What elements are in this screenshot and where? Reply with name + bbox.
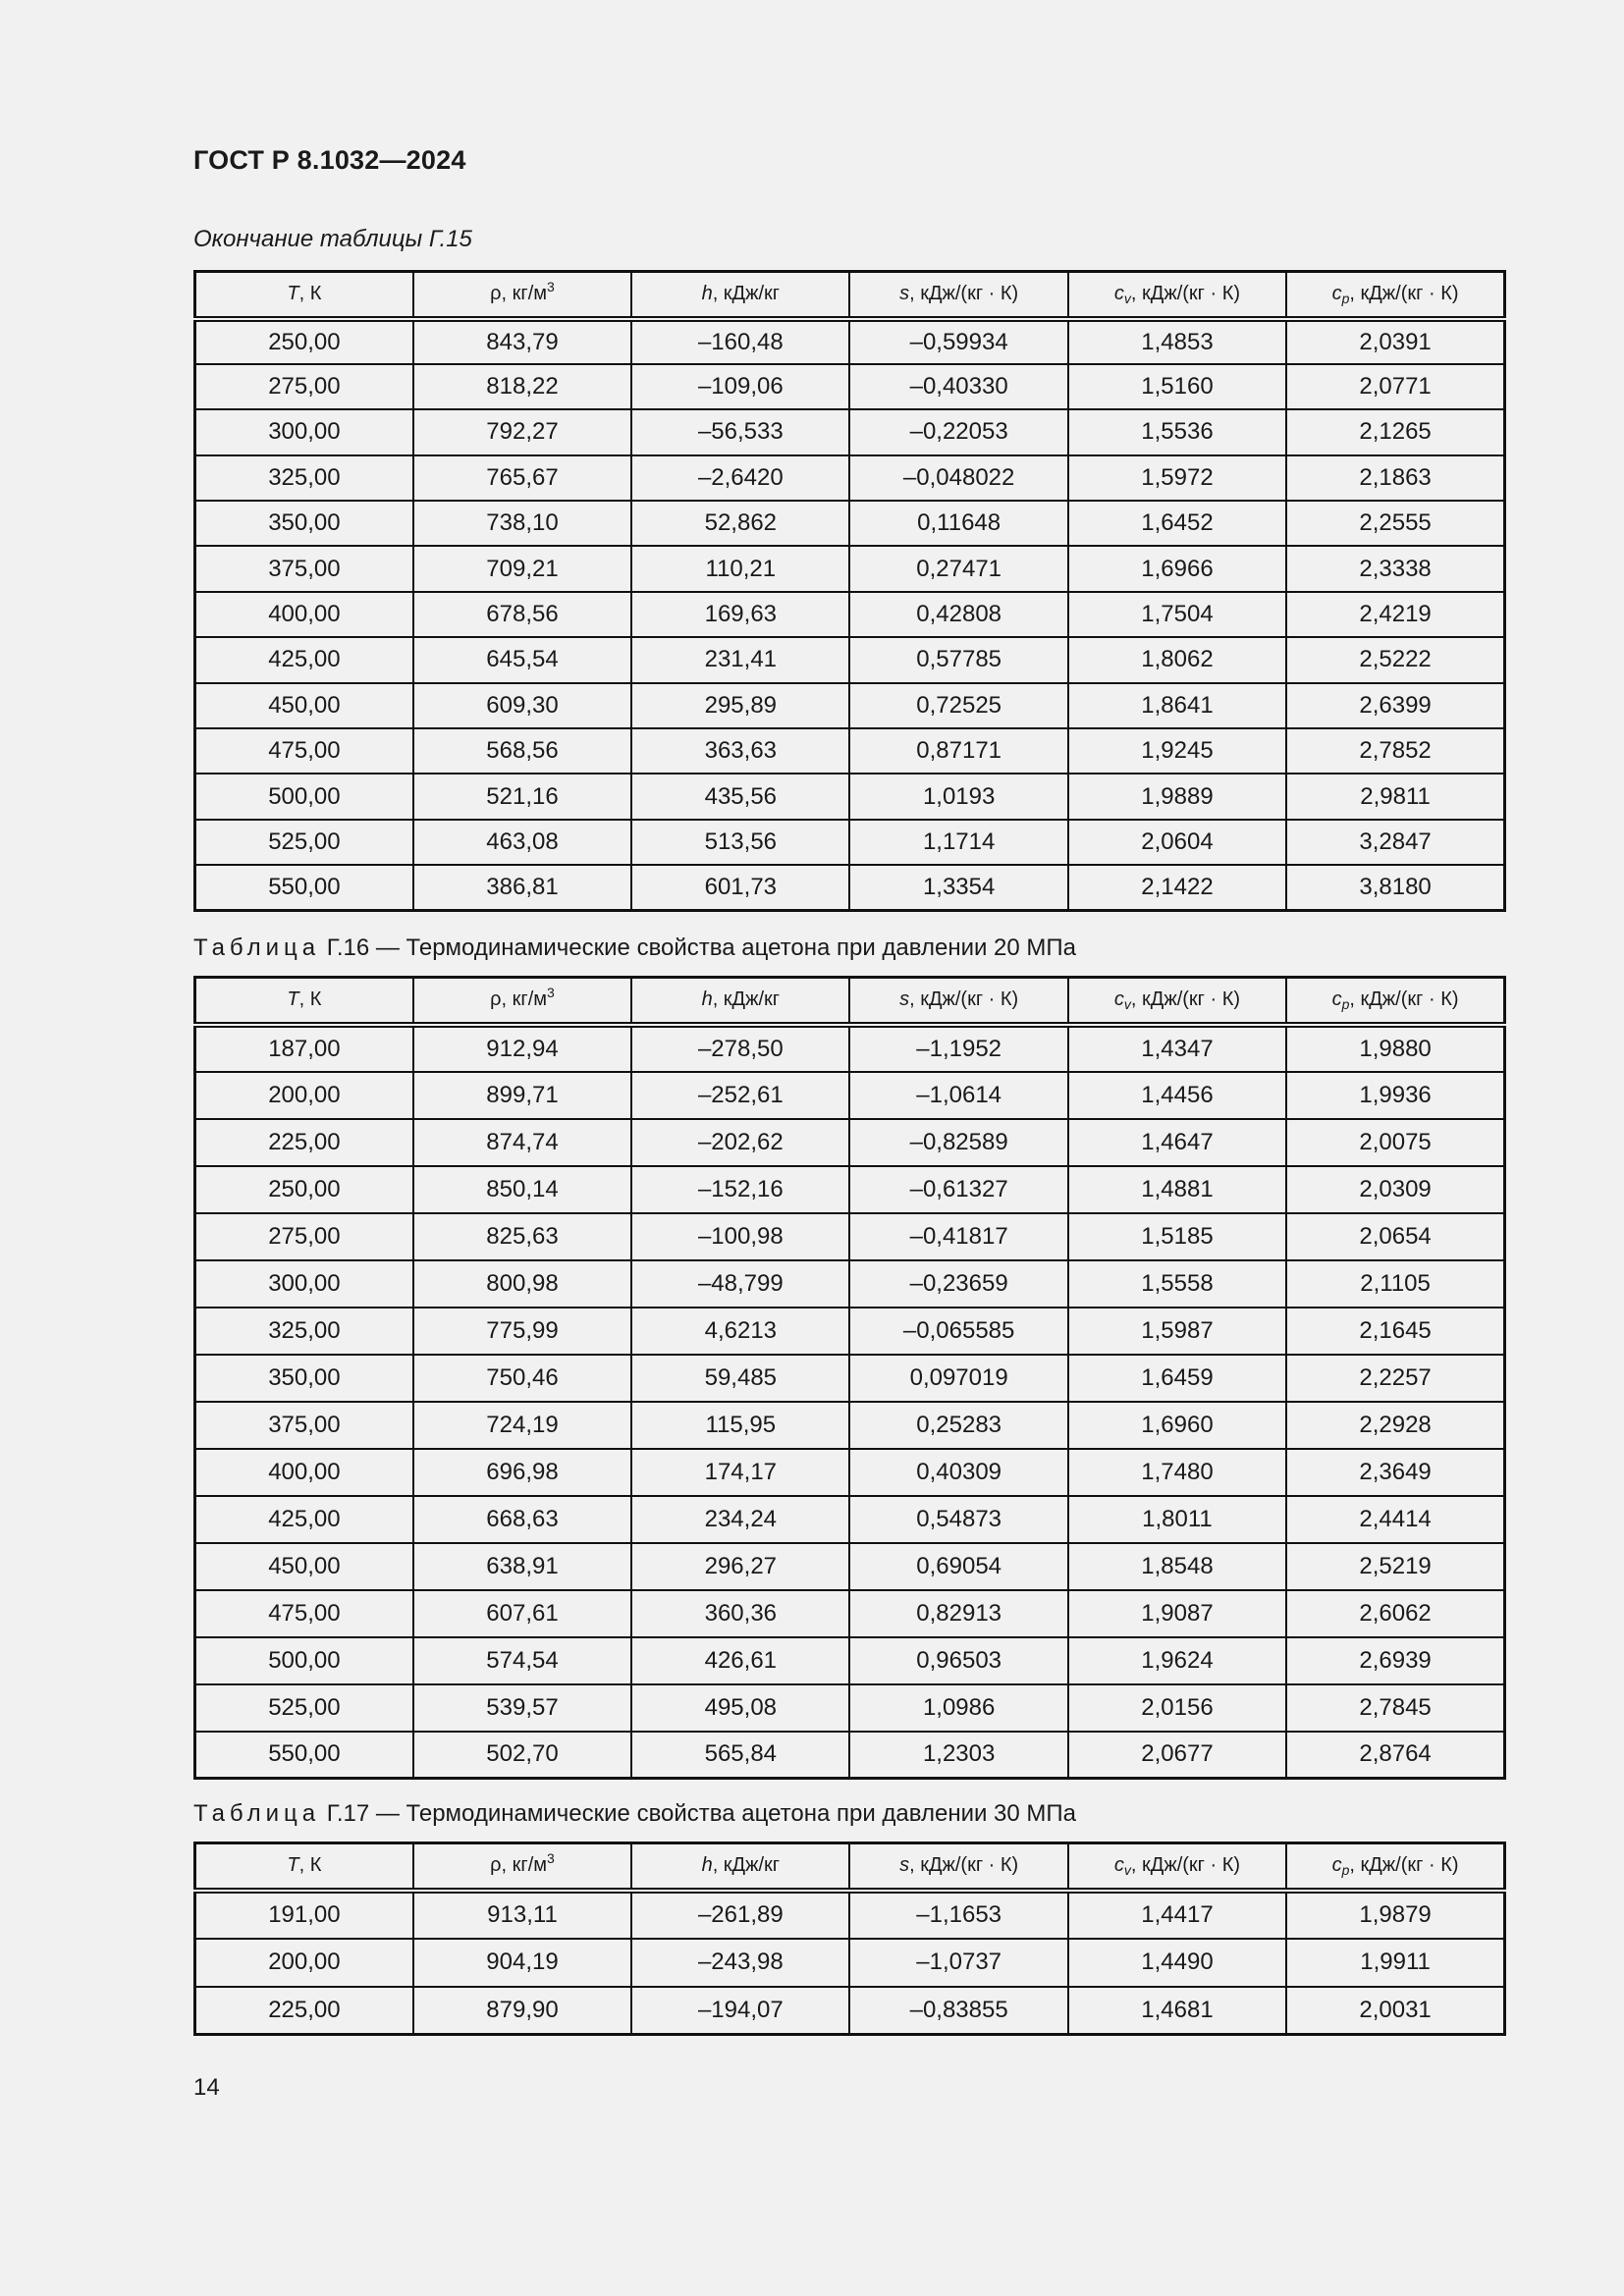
table-row <box>195 546 1505 591</box>
table-cell: 475,00 <box>195 1590 413 1637</box>
table-cell: 724,19 <box>413 1402 631 1449</box>
table-cell: 375,00 <box>195 1402 413 1449</box>
table-cell: 426,61 <box>631 1637 849 1684</box>
table-cell: 879,90 <box>413 1987 631 2035</box>
table-cell: 174,17 <box>631 1449 849 1496</box>
col-header-entropy: s, кДж/(кг · К) <box>849 272 1067 319</box>
table-row <box>195 1025 1505 1072</box>
table-cell: 904,19 <box>413 1939 631 1987</box>
table-cell: 0,82913 <box>849 1590 1067 1637</box>
table2-caption: Таблица Г.16 — Термодинамические свойства ацетона при давлении 20 МПа <box>193 934 1077 961</box>
table-row <box>195 1637 1505 1684</box>
table-row <box>195 1891 1505 1939</box>
table-cell: 1,8062 <box>1068 637 1286 682</box>
table-cell: 1,5972 <box>1068 455 1286 501</box>
table-row <box>195 1072 1505 1119</box>
table-cell: 1,8011 <box>1068 1496 1286 1543</box>
col-header-density: ρ, $кг/м^3$ <box>413 272 631 319</box>
table-cell: 539,57 <box>413 1684 631 1732</box>
table-cell: 1,5558 <box>1068 1260 1286 1308</box>
table-cell: 300,00 <box>195 409 413 454</box>
table-cell: 400,00 <box>195 592 413 637</box>
table-cell: 115,95 <box>631 1402 849 1449</box>
table-row <box>195 774 1505 819</box>
table-cell: 1,6960 <box>1068 1402 1286 1449</box>
table-cell: 1,9889 <box>1068 774 1286 819</box>
col-header-temperature: T, К <box>195 978 413 1025</box>
table-cell: 200,00 <box>195 1072 413 1119</box>
table-cell: 1,9879 <box>1286 1891 1504 1939</box>
table-cell: 2,6939 <box>1286 1637 1504 1684</box>
table-cell: 300,00 <box>195 1260 413 1308</box>
table-cell: –0,048022 <box>849 455 1067 501</box>
col-header-cv: $c_v$, кДж/(кг · К) <box>1068 272 1286 319</box>
table-cell: 1,4490 <box>1068 1939 1286 1987</box>
table-cell: 645,54 <box>413 637 631 682</box>
table-cell: –278,50 <box>631 1025 849 1072</box>
col-header-temperature: T, К <box>195 272 413 319</box>
table-cell: 502,70 <box>413 1732 631 1779</box>
table-cell: –1,1952 <box>849 1025 1067 1072</box>
table-cell: 110,21 <box>631 546 849 591</box>
table-cell: 874,74 <box>413 1119 631 1166</box>
table-cell: 1,6459 <box>1068 1355 1286 1402</box>
table-cell: 275,00 <box>195 1213 413 1260</box>
table-cell: 2,1863 <box>1286 455 1504 501</box>
table-cell: 709,21 <box>413 546 631 591</box>
table-cell: 1,1714 <box>849 820 1067 865</box>
table-cell: 169,63 <box>631 592 849 637</box>
table-cell: 231,41 <box>631 637 849 682</box>
table-cell: –152,16 <box>631 1166 849 1213</box>
table-row <box>195 1732 1505 1779</box>
table-cell: 2,2257 <box>1286 1355 1504 1402</box>
table-row <box>195 592 1505 637</box>
table-cell: 1,7504 <box>1068 592 1286 637</box>
table-cell: 1,9087 <box>1068 1590 1286 1637</box>
table-cell: –0,22053 <box>849 409 1067 454</box>
table-cell: –1,0614 <box>849 1072 1067 1119</box>
table-cell: 775,99 <box>413 1308 631 1355</box>
table-cell: 200,00 <box>195 1939 413 1987</box>
table-row <box>195 820 1505 865</box>
table-row <box>195 1213 1505 1260</box>
table-cell: 1,3354 <box>849 865 1067 910</box>
table-cell: 1,6452 <box>1068 501 1286 546</box>
col-header-cp: $c_p$, кДж/(кг · К) <box>1286 272 1504 319</box>
table-cell: –0,40330 <box>849 364 1067 409</box>
table-cell: 325,00 <box>195 1308 413 1355</box>
table-cell: 818,22 <box>413 364 631 409</box>
table-cell: 375,00 <box>195 546 413 591</box>
table-cell: 565,84 <box>631 1732 849 1779</box>
table-cell: 1,0193 <box>849 774 1067 819</box>
table-cell: 1,5160 <box>1068 364 1286 409</box>
table-cell: 1,9911 <box>1286 1939 1504 1987</box>
table-cell: 2,2928 <box>1286 1402 1504 1449</box>
table-g17 <box>193 1842 1506 2036</box>
table-cell: 350,00 <box>195 1355 413 1402</box>
table-row <box>195 1166 1505 1213</box>
table-cell: 1,4881 <box>1068 1166 1286 1213</box>
table-cell: 668,63 <box>413 1496 631 1543</box>
table-cell: 400,00 <box>195 1449 413 1496</box>
table-cell: 234,24 <box>631 1496 849 1543</box>
table-cell: 1,5987 <box>1068 1308 1286 1355</box>
table-cell: 1,8548 <box>1068 1543 1286 1590</box>
table-cell: 3,2847 <box>1286 820 1504 865</box>
table-cell: 0,25283 <box>849 1402 1067 1449</box>
table-row <box>195 364 1505 409</box>
table-cell: 52,862 <box>631 501 849 546</box>
col-header-temperature: T, К <box>195 1843 413 1891</box>
table-cell: 0,54873 <box>849 1496 1067 1543</box>
table-cell: 475,00 <box>195 728 413 774</box>
table-cell: –1,0737 <box>849 1939 1067 1987</box>
table-cell: –0,82589 <box>849 1119 1067 1166</box>
table-cell: 1,7480 <box>1068 1449 1286 1496</box>
table-cell: 191,00 <box>195 1891 413 1939</box>
table-cell: 0,87171 <box>849 728 1067 774</box>
table-row <box>195 455 1505 501</box>
table-cell: 1,4456 <box>1068 1072 1286 1119</box>
table-cell: 225,00 <box>195 1119 413 1166</box>
table-row <box>195 1449 1505 1496</box>
table-row <box>195 637 1505 682</box>
table-row <box>195 1308 1505 1355</box>
table-cell: 0,097019 <box>849 1355 1067 1402</box>
table-cell: 843,79 <box>413 319 631 364</box>
table-cell: 225,00 <box>195 1987 413 2035</box>
table-cell: –48,799 <box>631 1260 849 1308</box>
table-row <box>195 1402 1505 1449</box>
table1-caption: Окончание таблицы Г.15 <box>193 226 472 252</box>
table-cell: 2,1645 <box>1286 1308 1504 1355</box>
table-cell: 450,00 <box>195 1543 413 1590</box>
table-cell: –56,533 <box>631 409 849 454</box>
table-cell: 2,7852 <box>1286 728 1504 774</box>
table-cell: 738,10 <box>413 501 631 546</box>
table-row <box>195 865 1505 910</box>
table-cell: 750,46 <box>413 1355 631 1402</box>
table-cell: 2,0771 <box>1286 364 1504 409</box>
table-cell: 463,08 <box>413 820 631 865</box>
table-cell: 250,00 <box>195 319 413 364</box>
table-cell: 607,61 <box>413 1590 631 1637</box>
table-cell: 521,16 <box>413 774 631 819</box>
table3-caption: Таблица Г.17 — Термодинамические свойства ацетона при давлении 30 МПа <box>193 1800 1077 1827</box>
table-header-row <box>195 1843 1505 1891</box>
table-g15-end <box>193 270 1506 912</box>
table-cell: 500,00 <box>195 774 413 819</box>
table-cell: 825,63 <box>413 1213 631 1260</box>
table-cell: 2,0156 <box>1068 1684 1286 1732</box>
table-cell: 1,9245 <box>1068 728 1286 774</box>
table-cell: 1,4853 <box>1068 319 1286 364</box>
col-header-enthalpy: h, кДж/кг <box>631 978 849 1025</box>
table-cell: 550,00 <box>195 865 413 910</box>
table-row <box>195 1496 1505 1543</box>
table-cell: 912,94 <box>413 1025 631 1072</box>
table-cell: –243,98 <box>631 1939 849 1987</box>
table-row <box>195 1119 1505 1166</box>
table-cell: 2,4414 <box>1286 1496 1504 1543</box>
table-g16 <box>193 976 1506 1780</box>
col-header-density: ρ, $кг/м^3$ <box>413 978 631 1025</box>
table-cell: –261,89 <box>631 1891 849 1939</box>
table-row <box>195 683 1505 728</box>
table-cell: 2,2555 <box>1286 501 1504 546</box>
col-header-cv: $c_v$, кДж/(кг · К) <box>1068 1843 1286 1891</box>
table-cell: –0,23659 <box>849 1260 1067 1308</box>
table-cell: –0,59934 <box>849 319 1067 364</box>
table-cell: 850,14 <box>413 1166 631 1213</box>
table-cell: –100,98 <box>631 1213 849 1260</box>
table-cell: –0,61327 <box>849 1166 1067 1213</box>
col-header-cv: $c_v$, кДж/(кг · К) <box>1068 978 1286 1025</box>
table-cell: 2,9811 <box>1286 774 1504 819</box>
table-cell: 435,56 <box>631 774 849 819</box>
table-cell: 0,96503 <box>849 1637 1067 1684</box>
table-row <box>195 1684 1505 1732</box>
table-cell: 450,00 <box>195 683 413 728</box>
table-cell: 1,4681 <box>1068 1987 1286 2035</box>
table-cell: 2,6399 <box>1286 683 1504 728</box>
table-cell: 0,42808 <box>849 592 1067 637</box>
table-cell: 2,0604 <box>1068 820 1286 865</box>
table-cell: 1,0986 <box>849 1684 1067 1732</box>
table-cell: 4,6213 <box>631 1308 849 1355</box>
table-cell: 425,00 <box>195 1496 413 1543</box>
table-cell: 0,72525 <box>849 683 1067 728</box>
table-cell: –252,61 <box>631 1072 849 1119</box>
table-cell: 1,5185 <box>1068 1213 1286 1260</box>
table-cell: 0,69054 <box>849 1543 1067 1590</box>
table-row <box>195 1543 1505 1590</box>
table-cell: 2,1105 <box>1286 1260 1504 1308</box>
table-cell: 295,89 <box>631 683 849 728</box>
table-cell: –202,62 <box>631 1119 849 1166</box>
col-header-cp: $c_p$, кДж/(кг · К) <box>1286 978 1504 1025</box>
table-cell: 2,0677 <box>1068 1732 1286 1779</box>
table-cell: 2,0031 <box>1286 1987 1504 2035</box>
table-cell: 638,91 <box>413 1543 631 1590</box>
table-cell: 1,9880 <box>1286 1025 1504 1072</box>
table-cell: 800,98 <box>413 1260 631 1308</box>
table-cell: 913,11 <box>413 1891 631 1939</box>
col-header-cp: $c_p$, кДж/(кг · К) <box>1286 1843 1504 1891</box>
table-header-row <box>195 272 1505 319</box>
table-cell: –194,07 <box>631 1987 849 2035</box>
table-cell: 363,63 <box>631 728 849 774</box>
table-cell: 513,56 <box>631 820 849 865</box>
table-cell: 500,00 <box>195 1637 413 1684</box>
col-header-enthalpy: h, кДж/кг <box>631 1843 849 1891</box>
table-cell: 1,2303 <box>849 1732 1067 1779</box>
table-cell: 609,30 <box>413 683 631 728</box>
table-cell: 525,00 <box>195 1684 413 1732</box>
col-header-entropy: s, кДж/(кг · К) <box>849 978 1067 1025</box>
table-cell: 678,56 <box>413 592 631 637</box>
table-cell: 425,00 <box>195 637 413 682</box>
table-cell: 0,40309 <box>849 1449 1067 1496</box>
table-cell: –2,6420 <box>631 455 849 501</box>
table-cell: 2,8764 <box>1286 1732 1504 1779</box>
table-cell: 495,08 <box>631 1684 849 1732</box>
table-cell: 1,5536 <box>1068 409 1286 454</box>
table-cell: 275,00 <box>195 364 413 409</box>
table-cell: –1,1653 <box>849 1891 1067 1939</box>
table-cell: 1,4647 <box>1068 1119 1286 1166</box>
table-cell: 350,00 <box>195 501 413 546</box>
table-cell: 2,1265 <box>1286 409 1504 454</box>
table-row <box>195 1260 1505 1308</box>
table-cell: 0,27471 <box>849 546 1067 591</box>
table-cell: 386,81 <box>413 865 631 910</box>
table-cell: –160,48 <box>631 319 849 364</box>
table-cell: 1,9936 <box>1286 1072 1504 1119</box>
table-cell: 2,0075 <box>1286 1119 1504 1166</box>
table-row <box>195 1355 1505 1402</box>
table-cell: 0,11648 <box>849 501 1067 546</box>
table-cell: 187,00 <box>195 1025 413 1072</box>
table-header-row <box>195 978 1505 1025</box>
col-header-enthalpy: h, кДж/кг <box>631 272 849 319</box>
table-row <box>195 501 1505 546</box>
table-cell: 296,27 <box>631 1543 849 1590</box>
table-row <box>195 1939 1505 1987</box>
table-cell: 0,57785 <box>849 637 1067 682</box>
table-cell: 59,485 <box>631 1355 849 1402</box>
table-cell: 1,8641 <box>1068 683 1286 728</box>
table-cell: 2,5219 <box>1286 1543 1504 1590</box>
table-cell: 3,8180 <box>1286 865 1504 910</box>
table-cell: 2,5222 <box>1286 637 1504 682</box>
table-row <box>195 1987 1505 2035</box>
document-header: ГОСТ Р 8.1032—2024 <box>193 145 466 175</box>
table-cell: 568,56 <box>413 728 631 774</box>
table-cell: 1,4417 <box>1068 1891 1286 1939</box>
col-header-density: ρ, $кг/м^3$ <box>413 1843 631 1891</box>
table-cell: –109,06 <box>631 364 849 409</box>
table-cell: 696,98 <box>413 1449 631 1496</box>
table-cell: 2,6062 <box>1286 1590 1504 1637</box>
table-cell: 574,54 <box>413 1637 631 1684</box>
table-cell: 360,36 <box>631 1590 849 1637</box>
table-row <box>195 728 1505 774</box>
table-cell: 792,27 <box>413 409 631 454</box>
table-cell: 1,6966 <box>1068 546 1286 591</box>
table-cell: 2,0309 <box>1286 1166 1504 1213</box>
table-cell: 1,4347 <box>1068 1025 1286 1072</box>
table-cell: 765,67 <box>413 455 631 501</box>
table-cell: 2,7845 <box>1286 1684 1504 1732</box>
table-cell: –0,065585 <box>849 1308 1067 1355</box>
table-cell: –0,83855 <box>849 1987 1067 2035</box>
table-cell: 2,3338 <box>1286 546 1504 591</box>
table-cell: 2,0391 <box>1286 319 1504 364</box>
page-number: 14 <box>193 2074 220 2101</box>
table-cell: 525,00 <box>195 820 413 865</box>
table-cell: 2,3649 <box>1286 1449 1504 1496</box>
table-cell: 601,73 <box>631 865 849 910</box>
table-cell: 250,00 <box>195 1166 413 1213</box>
table-cell: 2,4219 <box>1286 592 1504 637</box>
table-cell: 2,1422 <box>1068 865 1286 910</box>
table-cell: 550,00 <box>195 1732 413 1779</box>
table-row <box>195 1590 1505 1637</box>
table-cell: –0,41817 <box>849 1213 1067 1260</box>
table-cell: 2,0654 <box>1286 1213 1504 1260</box>
table-cell: 325,00 <box>195 455 413 501</box>
table-row <box>195 409 1505 454</box>
table-cell: 899,71 <box>413 1072 631 1119</box>
table-cell: 1,9624 <box>1068 1637 1286 1684</box>
table-row <box>195 319 1505 364</box>
col-header-entropy: s, кДж/(кг · К) <box>849 1843 1067 1891</box>
